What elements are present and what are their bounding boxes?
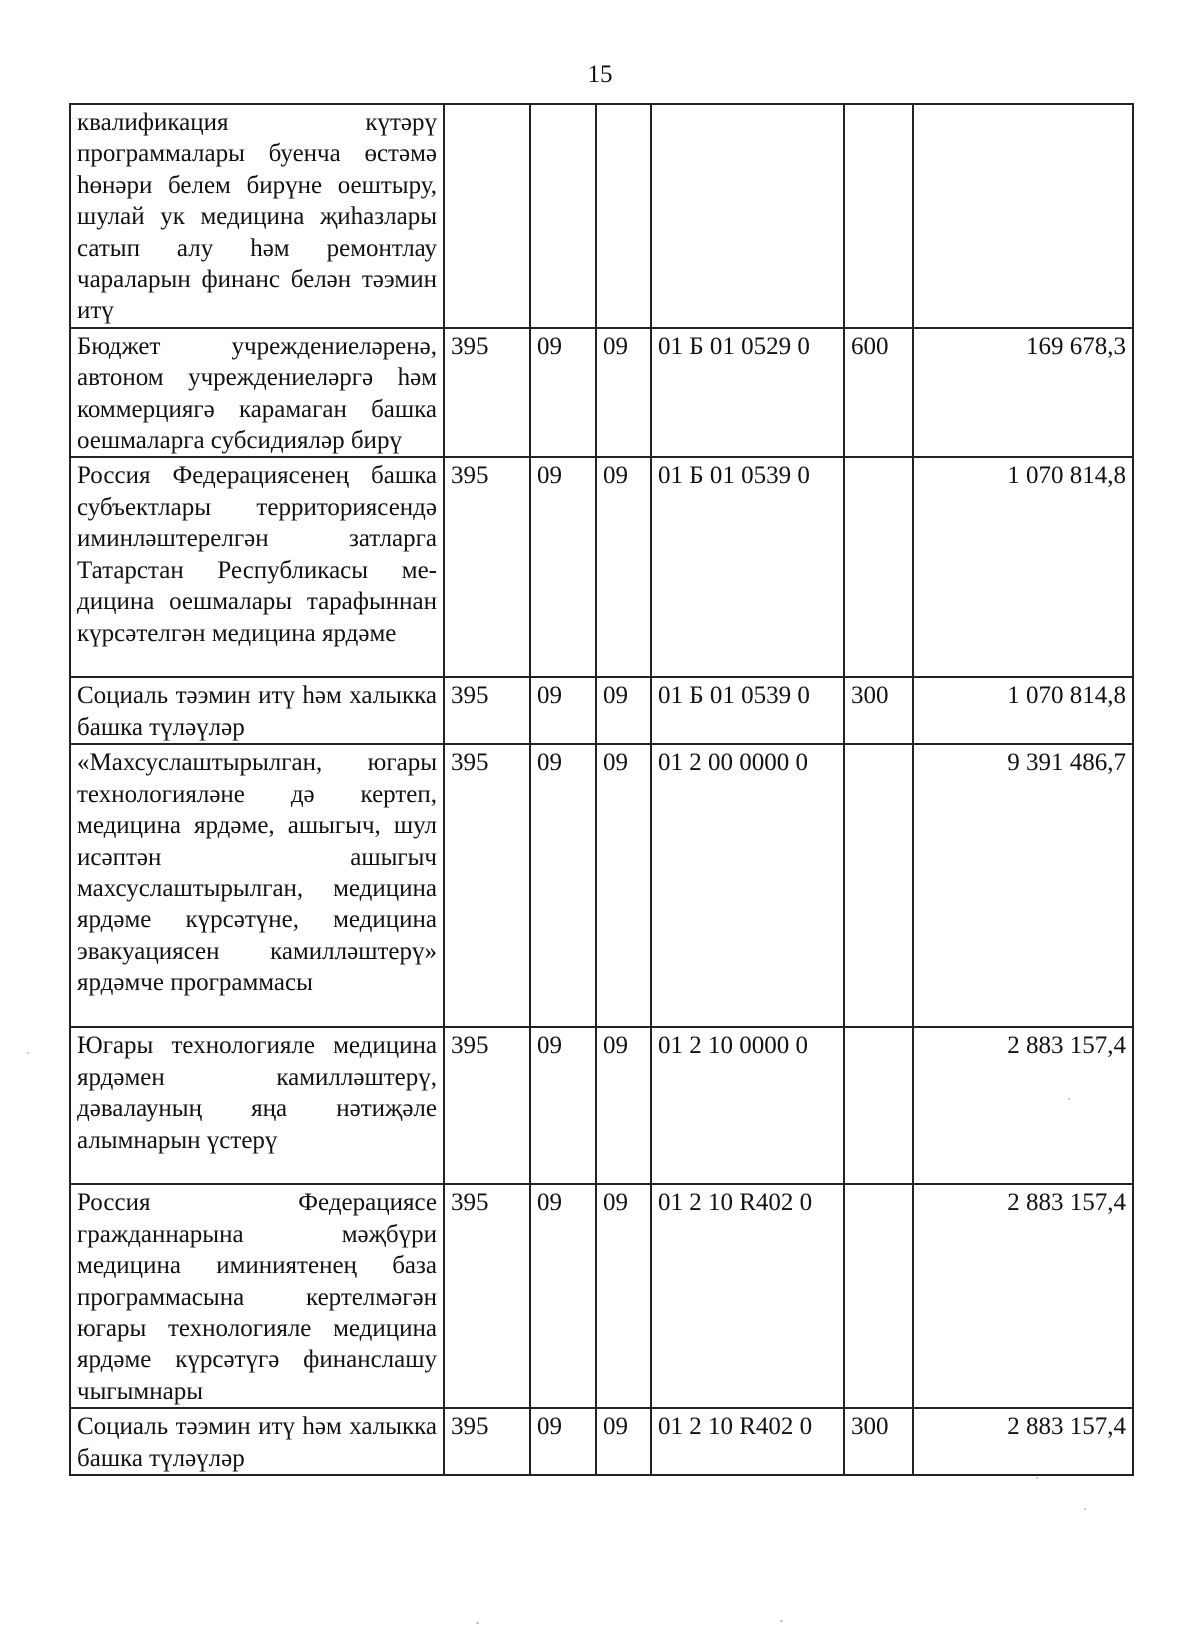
- scan-speck: [27, 1052, 29, 1054]
- budget-table: [69, 103, 1134, 1476]
- target-article-code: 01 2 10 0000 0: [651, 1027, 844, 1184]
- table-row: [70, 104, 1133, 328]
- amount-value: [913, 104, 1133, 328]
- amount-value: 169 678,3: [913, 328, 1133, 458]
- expense-type-code: [844, 104, 913, 328]
- subsection-code: 09: [596, 1408, 651, 1475]
- expense-type-code: 600: [844, 328, 913, 458]
- scan-speck: [476, 1622, 479, 1624]
- section-code: 09: [530, 1184, 596, 1408]
- row-description: «Махсуслаштырылган, югары технологияләне дә кертеп, медицина ярдәме, ашыгыч, шул исәптән ашыгыч махсуслаштырылган, медицина ярдәме күрсәтүне, медицина эвакуациясен камилләштерү» ярдәмче программасы: [70, 744, 444, 1027]
- amount-value: 2 883 157,4: [913, 1408, 1133, 1475]
- table-row: [70, 677, 1133, 744]
- amount-value: 9 391 486,7: [913, 744, 1133, 1027]
- table-row: [70, 1027, 1133, 1184]
- section-code: [530, 104, 596, 328]
- target-article-code: 01 Б 01 0529 0: [651, 328, 844, 458]
- ministry-code: 395: [444, 744, 530, 1027]
- ministry-code: 395: [444, 1027, 530, 1184]
- page-number: 15: [587, 61, 613, 88]
- subsection-code: 09: [596, 744, 651, 1027]
- row-description: Социаль тәэмин итү һәм халыкка башка түләүләр: [70, 1408, 444, 1475]
- amount-value: 1 070 814,8: [913, 677, 1133, 744]
- table-row: [70, 457, 1133, 677]
- target-article-code: 01 2 10 R402 0: [651, 1408, 844, 1475]
- table-row: [70, 1408, 1133, 1475]
- subsection-code: 09: [596, 457, 651, 677]
- scan-speck: [1068, 1098, 1070, 1100]
- row-description: Россия Федерациясенең башка субъектлары территориясендә иминләштерелгән затларга Татарстан Республикасы медицина оешмалары тарафыннан күрсәтелгән медицина ярдәме: [70, 457, 444, 677]
- row-description: Социаль тәэмин итү һәм халыкка башка түләүләр: [70, 677, 444, 744]
- row-description: квалификация күтәрү программалары буенча өстәмә һөнәри белем бирүне оештыру, шулай ук медицина җиһазлары сатып алу һәм ремонтлау чараларын финанс белән тәэмин итү: [70, 104, 444, 328]
- target-article-code: 01 2 00 0000 0: [651, 744, 844, 1027]
- scan-speck: [1084, 1508, 1086, 1510]
- expense-type-code: 300: [844, 1408, 913, 1475]
- target-article-code: 01 Б 01 0539 0: [651, 457, 844, 677]
- subsection-code: [596, 104, 651, 328]
- section-code: 09: [530, 744, 596, 1027]
- amount-value: 1 070 814,8: [913, 457, 1133, 677]
- expense-type-code: [844, 1184, 913, 1408]
- target-article-code: 01 Б 01 0539 0: [651, 677, 844, 744]
- ministry-code: 395: [444, 328, 530, 458]
- ministry-code: 395: [444, 1408, 530, 1475]
- row-description: Югары технологияле медицина ярдәмен камилләштерү, дәвалауның яңа нәтиҗәле алымнарын үстерү: [70, 1027, 444, 1184]
- expense-type-code: [844, 744, 913, 1027]
- ministry-code: 395: [444, 457, 530, 677]
- subsection-code: 09: [596, 1184, 651, 1408]
- amount-value: 2 883 157,4: [913, 1184, 1133, 1408]
- ministry-code: [444, 104, 530, 328]
- scan-speck: [1036, 1477, 1038, 1479]
- target-article-code: [651, 104, 844, 328]
- expense-type-code: [844, 457, 913, 677]
- target-article-code: 01 2 10 R402 0: [651, 1184, 844, 1408]
- scan-speck: [780, 1620, 783, 1622]
- subsection-code: 09: [596, 328, 651, 458]
- row-description: Бюджет учреждениеләренә, автоном учреждениеләргә һәм коммерциягә карамаган башка оешмаларга субсидияләр бирү: [70, 328, 444, 458]
- table-row: [70, 744, 1133, 1027]
- expense-type-code: [844, 1027, 913, 1184]
- expense-type-code: 300: [844, 677, 913, 744]
- ministry-code: 395: [444, 1184, 530, 1408]
- amount-value: 2 883 157,4: [913, 1027, 1133, 1184]
- subsection-code: 09: [596, 677, 651, 744]
- section-code: 09: [530, 1027, 596, 1184]
- table-row: [70, 1184, 1133, 1408]
- row-description: Россия Федерациясе гражданнарына мәҗбүри медицина иминиятенең база программасына кертелмәгән югары технологияле медицина ярдәме күрсәтүгә финанслашу чыгымнары: [70, 1184, 444, 1408]
- subsection-code: 09: [596, 1027, 651, 1184]
- section-code: 09: [530, 328, 596, 458]
- ministry-code: 395: [444, 677, 530, 744]
- budget-table-body: [70, 104, 1133, 1475]
- section-code: 09: [530, 1408, 596, 1475]
- section-code: 09: [530, 457, 596, 677]
- table-row: [70, 328, 1133, 458]
- section-code: 09: [530, 677, 596, 744]
